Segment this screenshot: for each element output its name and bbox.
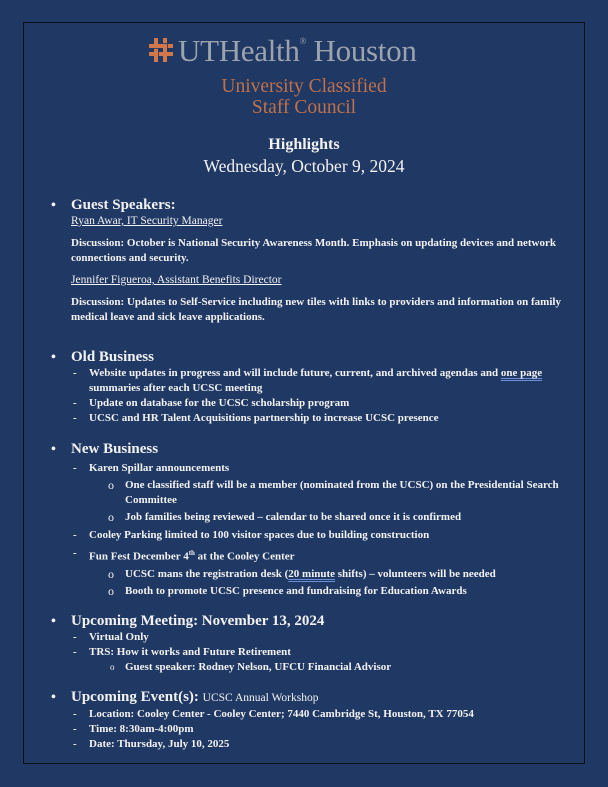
list-item: - UCSC and HR Talent Acquisitions partnership to increase UCSC presence (73, 412, 439, 424)
grammar-flag[interactable]: one page (500, 367, 543, 379)
list-item: - Virtual Only (73, 631, 149, 643)
dash-icon: - (73, 631, 77, 643)
bullet-icon: • (51, 350, 56, 365)
section-heading: • Old Business (51, 349, 154, 365)
dash-icon: - (73, 738, 77, 750)
uthealth-logo (148, 30, 417, 70)
council-line-2: Staff Council (251, 97, 357, 118)
section-old-business (0, 349, 608, 426)
grammar-flag[interactable]: 20 minute (288, 567, 336, 580)
list-item: - Fun Fest December 4th at the Cooley Center (73, 547, 295, 563)
list-item: - Time: 8:30am-4:00pm (73, 723, 194, 735)
sub-list-item: o Job families being reviewed – calendar to be shared once it is confirmed (108, 510, 462, 524)
list-item: - TRS: How it works and Future Retirement (73, 646, 291, 658)
list-item: - Karen Spillar announcements (73, 462, 230, 474)
speaker-discussion: Discussion: October is National Security Awareness Month. Emphasis on updating devices and network connections and security. (71, 237, 556, 264)
sub-list-item: o UCSC mans the registration desk (20 minute shifts) – volunteers will be needed (108, 566, 496, 581)
org-name: UTHealth® Houston (178, 32, 417, 68)
dash-icon: - (73, 708, 77, 720)
circle-bullet-icon: o (108, 510, 114, 524)
meeting-date: Wednesday, October 9, 2024 (203, 156, 405, 176)
page-title: Highlights (268, 136, 340, 153)
circle-bullet-icon: o (108, 566, 114, 581)
section-upcoming-meeting (0, 613, 608, 675)
council-name (0, 76, 608, 118)
council-line-1: University Classified (221, 76, 387, 97)
dash-icon: - (73, 529, 77, 541)
speaker-name: Jennifer Figueroa, Assistant Benefits Director (71, 274, 282, 286)
circle-bullet-icon: o (108, 583, 114, 598)
section-heading: • Upcoming Event(s): UCSC Annual Workshop (51, 689, 319, 705)
bullet-icon: • (51, 198, 56, 213)
list-item: - Date: Thursday, July 10, 2025 (73, 738, 230, 750)
speaker-discussion: Discussion: Updates to Self-Service including new tiles with links to providers and information on family medical leave and sick leave applications. (71, 296, 561, 323)
section-heading: • New Business (51, 441, 159, 457)
circle-bullet-icon: o (108, 478, 114, 492)
bullet-icon: • (51, 442, 56, 457)
sub-list-item: o Guest speaker: Rodney Nelson, UFCU Financial Advisor (110, 661, 392, 673)
section-upcoming-events (0, 689, 608, 752)
list-item: - Location: Cooley Center - Cooley Center; 7440 Cambridge St, Houston, TX 77054 (73, 708, 474, 720)
list-item: - Update on database for the UCSC scholarship program (73, 397, 350, 409)
list-item: - Website updates in progress and will include future, current, and archived agendas and one page summaries after each UCSC meeting (73, 367, 543, 394)
section-guest-speakers (0, 197, 608, 325)
section-new-business (0, 441, 608, 599)
dash-icon: - (73, 462, 77, 474)
section-heading: • Guest Speakers: (51, 197, 176, 213)
bullet-icon: • (51, 614, 56, 629)
sub-list-item: o Booth to promote UCSC presence and fundraising for Education Awards (108, 583, 467, 598)
speaker-name: Ryan Awar, IT Security Manager (71, 215, 223, 227)
sub-list-item: o One classified staff will be a member (nominated from the UCSC) on the Presidential Search Committee (108, 478, 559, 506)
event-name: UCSC Annual Workshop (202, 692, 319, 704)
dash-icon: - (73, 367, 77, 379)
dash-icon: - (73, 397, 77, 409)
lattice-logo-icon (148, 37, 174, 63)
circle-bullet-icon: o (110, 662, 115, 672)
dash-icon: - (73, 412, 77, 424)
section-heading: • Upcoming Meeting: November 13, 2024 (51, 613, 325, 629)
dash-icon: - (73, 547, 77, 559)
dash-icon: - (73, 723, 77, 735)
dash-icon: - (73, 646, 77, 658)
list-item: - Cooley Parking limited to 100 visitor spaces due to building construction (73, 529, 430, 541)
bullet-icon: • (51, 690, 56, 705)
